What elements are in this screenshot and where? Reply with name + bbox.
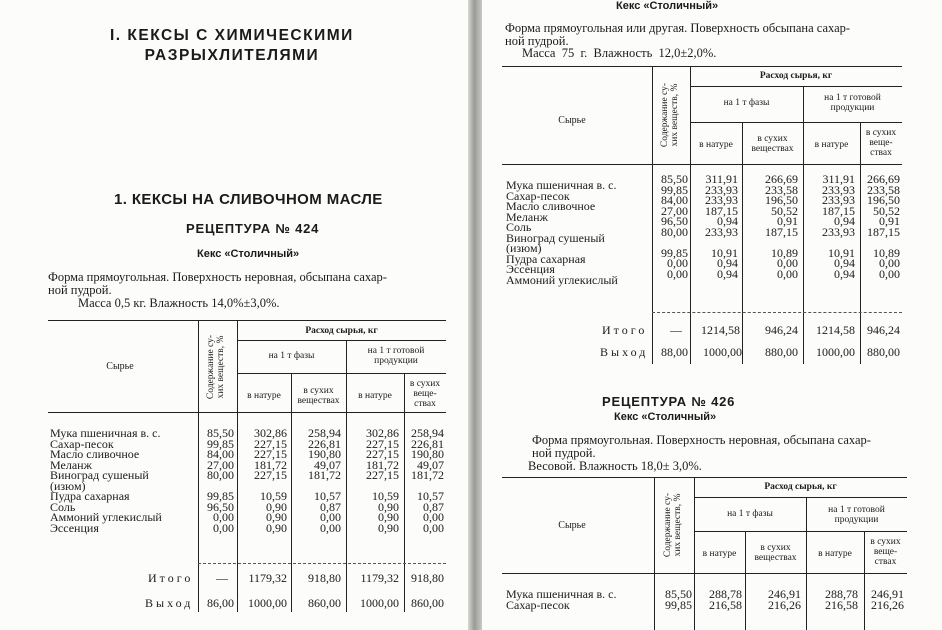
yield-dry: 88,00 (661, 345, 688, 359)
product-name-426: Кекс «Столичный» (614, 411, 717, 423)
col-header-natural-2: в натуре (818, 549, 852, 559)
col-header-raw: Сырье (558, 115, 586, 126)
phase-dry-values: 266,69 233,58 196,50 50,52 0,91 187,15 10,89 0,00 0,00 (765, 172, 798, 281)
total-dry: — (670, 323, 682, 337)
total-phase-dry: 946,24 (765, 323, 798, 337)
section-heading: 1. КЕКСЫ НА СЛИВОЧНОМ МАСЛЕ (114, 191, 383, 208)
col-header-raw: Сырье (558, 520, 586, 531)
total-label: Итого (602, 323, 648, 337)
left-page (0, 0, 468, 630)
col-header-raw: Сырье (106, 361, 134, 372)
recipe-title: РЕЦЕПТУРА № 424 (186, 221, 320, 236)
total-phase-natural: 1214,58 (701, 323, 740, 337)
product-description-top: Форма прямоугольная или другая. Поверхность обсыпана сахар- ной пудрой. (505, 21, 851, 48)
product-natural-values: 288,78 216,58 (825, 587, 858, 612)
product-name-top: Кекс «Столичный» (616, 0, 719, 12)
col-header-per-phase: на 1 т фазы (723, 98, 770, 108)
yield-product-dry: 880,00 (867, 345, 900, 359)
dry-matter-values: 85,50 99,85 84,00 27,00 96,50 80,00 99,85 0,00 0,00 (661, 172, 688, 281)
phase-natural-values: 311,91 233,93 233,93 187,15 0,94 233,93 10,91 0,94 0,94 (705, 172, 738, 281)
phase-dry-values: 258,94 226,81 190,80 49,07 181,72 10,57 0,87 0,00 0,00 (308, 426, 341, 535)
product-mass-426: Весовой. Влажность 18,0± 3,0%. (528, 459, 702, 473)
yield-label: Выход (145, 596, 194, 610)
col-header-dry-2: в сухих веще- ствах (865, 128, 897, 158)
product-natural-values: 302,86 227,15 227,15 181,72 227,15 10,59 0,90 0,90 0,90 (366, 426, 399, 535)
col-header-usage: Расход сырья, кг (759, 71, 833, 81)
dry-matter-values: 85,50 99,85 84,00 27,00 80,00 99,85 96,50 0,00 0,00 (207, 426, 234, 535)
col-header-dry-matter: Содержание су- хих веществ, % (206, 334, 226, 400)
col-header-per-phase: на 1 т фазы (727, 509, 773, 519)
product-dry-values: 246,91 216,26 (871, 587, 904, 612)
yield-phase-natural: 1000,00 (248, 596, 287, 610)
col-header-natural: в натуре (699, 140, 733, 150)
total-product-dry: 918,80 (411, 571, 444, 585)
product-mass: Масса 0,5 кг. Влажность 14,0%±3,0%. (78, 296, 280, 310)
total-phase-dry: 918,80 (308, 571, 341, 585)
yield-phase-dry: 880,00 (765, 345, 798, 359)
col-header-natural: в натуре (702, 549, 737, 559)
col-header-per-product: на 1 т готовой продукции (824, 93, 881, 113)
col-header-natural-2: в натуре (814, 140, 849, 150)
col-header-per-product: на 1 т готовой продукции (828, 505, 885, 525)
recipe-title-426: РЕЦЕПТУРА № 426 (602, 394, 736, 409)
col-header-natural: в натуре (247, 391, 281, 401)
yield-dry: 86,00 (207, 596, 234, 610)
total-product-natural: 1179,32 (360, 571, 399, 585)
total-product-dry: 946,24 (867, 323, 900, 337)
right-page (482, 0, 942, 630)
chapter-heading: I. КЕКСЫ С ХИМИЧЕСКИМИ РАЗРЫХЛИТЕЛЯМИ (110, 27, 354, 64)
book-gutter (468, 0, 482, 630)
col-header-per-phase: на 1 т фазы (268, 351, 315, 361)
yield-product-dry: 860,00 (411, 596, 444, 610)
phase-natural-values: 302,86 227,15 227,15 181,72 227,15 10,59 0,90 0,90 0,90 (254, 426, 287, 535)
product-description-426: Форма прямоугольная. Поверхность неровная, обсыпана сахар- ной пудрой. (532, 433, 871, 460)
product-dry-values: 266,69 233,58 196,50 50,52 0,91 187,15 10,89 0,00 0,00 (867, 172, 900, 281)
yield-phase-natural: 1000,00 (703, 345, 742, 359)
col-header-natural-2: в натуре (358, 391, 392, 401)
col-header-dry: в сухих веществах (751, 134, 794, 154)
col-header-dry: в сухих веществах (754, 543, 797, 563)
col-header-usage: Расход сырья, кг (764, 482, 837, 492)
yield-label: Выход (600, 345, 649, 359)
yield-phase-dry: 860,00 (308, 596, 341, 610)
product-name: Кекс «Столичный» (197, 248, 300, 260)
dry-matter-values: 85,50 99,85 (665, 587, 692, 612)
ingredient-names: Мука пшеничная в. с. Сахар-песок Масло сливочное Меланж Виноград сушеный (изюм) Пудра сахарная Соль Аммоний углекислый Эссенция (50, 426, 162, 535)
ingredient-names: Мука пшеничная в. с. Сахар-песок Масло сливочное Меланж Соль Виноград сушеный (изюм) Пудра сахарная Эссенция Аммоний углекислый (506, 178, 618, 287)
total-dry: — (216, 571, 228, 585)
total-phase-natural: 1179,32 (248, 571, 287, 585)
yield-product-natural: 1000,00 (360, 596, 399, 610)
product-natural-values: 311,91 233,93 233,93 187,15 0,94 233,93 10,91 0,94 0,94 (822, 172, 855, 281)
total-product-natural: 1214,58 (816, 323, 855, 337)
total-label: Итого (148, 571, 194, 585)
col-header-dry: в сухих веществах (297, 386, 340, 406)
col-header-dry-matter: Содержание су- хих веществ, % (663, 492, 683, 558)
col-header-usage: Расход сырья, кг (305, 326, 378, 336)
product-mass-top: Масса 75 г. Влажность 12,0±2,0%. (522, 46, 717, 60)
col-header-per-product: на 1 т готовой продукции (367, 346, 425, 366)
yield-product-natural: 1000,00 (816, 345, 855, 359)
col-header-dry-matter: Содержание су- хих веществ, % (660, 82, 680, 148)
phase-dry-values: 246,91 216,26 (768, 587, 801, 612)
ingredient-names: Мука пшеничная в. с. Сахар-песок (506, 587, 617, 612)
col-header-dry-2: в сухих веще- ствах (409, 379, 441, 409)
col-header-dry-2: в сухих веще- ствах (870, 537, 901, 567)
product-dry-values: 258,94 226,81 190,80 49,07 181,72 10,57 0,87 0,00 0,00 (411, 426, 444, 535)
phase-natural-values: 288,78 216,58 (709, 587, 742, 612)
product-description: Форма прямоугольная. Поверхность неровная, обсыпана сахар- ной пудрой. (48, 270, 387, 297)
